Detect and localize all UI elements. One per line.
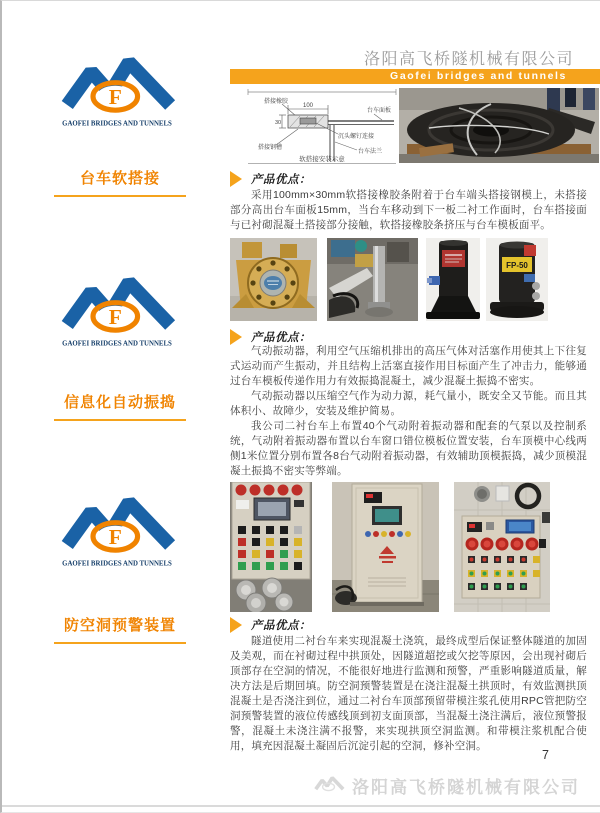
- sidebar-section-title-3: 防空洞预警装置: [54, 614, 186, 644]
- bottom-divider: [2, 805, 600, 807]
- footer-logo-icon: [313, 776, 345, 796]
- diagram-label-panel: 台车面板: [367, 108, 392, 114]
- diagram-caption: 软搭接安装示意: [299, 156, 345, 163]
- gaofei-logo: [57, 57, 177, 129]
- photo-black-vibrator-red-label: [426, 238, 480, 321]
- diagram-dim-30: 30: [274, 120, 282, 126]
- section-2-paragraphs: [230, 344, 587, 479]
- footer-company-name: 洛阳高飞桥隧机械有限公司: [352, 778, 580, 797]
- paragraph: 我公司二衬台车上布置40个气动附着振动器和配套的气泵以及控制系统，气动附着振动器布置以台车窗口错位模板位置安装，台车顶模中心线两侧1米位置分别布置各8台气动附着振动器，有效辅助顶模振捣，减少顶模混凝土振捣不密实等弊端。: [230, 420, 587, 477]
- logo-caption: GAOFEI BRIDGES AND TUNNELS: [62, 560, 173, 568]
- advantage-label: 产品优点：: [251, 620, 311, 632]
- sidebar-section-title-2: 信息化自动振捣: [54, 391, 186, 421]
- advantage-arrow-icon: [230, 617, 242, 633]
- advantage-label: 产品优点：: [251, 174, 311, 186]
- diagram-dim-100: 100: [302, 103, 314, 109]
- photo-workshop-cylinder: [327, 238, 418, 321]
- diagram-label-screw: 沉头螺钉连接: [338, 134, 375, 140]
- photo-black-vibrator-fp50: [486, 238, 548, 321]
- header-company-name: 洛阳高飞桥隧机械有限公司: [363, 51, 574, 68]
- advantage-header-3: [230, 617, 311, 633]
- logo-letter: F: [108, 525, 122, 550]
- gaofei-logo: [57, 497, 177, 569]
- advantage-arrow-icon: [230, 171, 242, 187]
- soft-lap-joint-diagram: [242, 87, 402, 165]
- advantage-header-2: [230, 329, 311, 345]
- banner-text: Gaofei bridges and tunnels: [390, 70, 567, 82]
- logo-caption: GAOFEI BRIDGES AND TUNNELS: [62, 340, 173, 348]
- page-number: 7: [542, 748, 549, 762]
- logo-caption: GAOFEI BRIDGES AND TUNNELS: [62, 120, 173, 128]
- photo-rubber-strip-coil: [399, 88, 599, 163]
- diagram-label-flange: 台车法兰: [358, 149, 383, 155]
- logo-letter: F: [108, 305, 122, 330]
- logo-letter: F: [108, 85, 122, 110]
- paragraph: 采用100mm×30mm软搭接橡胶条附着于台车端头搭接钢模上，未搭接部分高出台车面板15mm，当台车移动到下一板二衬工作面时，台车搭接面与已衬砌混凝土搭接部分接触，软搭接橡胶条挤压与台车模板面平。: [230, 189, 587, 231]
- footer-watermark: [2, 773, 580, 798]
- photo-control-panel-floor: [454, 482, 550, 612]
- fp50-label: FP-50: [506, 261, 528, 270]
- paragraph: 隧道使用二衬台车来实现混凝土浇筑，最终成型后保证整体隧道的加固及美观，而在衬砌过程中拱顶处，因隧道超挖或欠挖等原因，会出现衬砌后顶部存在空洞的情况，不能很好地进行监测和预警，严重影响隧道质量，解决方法是后期回填。防空洞预警装置是在浇注混凝土拱顶时，有效监测拱顶混凝土是否浇注到位，通过二衬台车顶部预留带模注浆孔使用RPC管把防空洞预警装置的液位传感线顶到初支面顶部，当混凝土浇注满后，液位预警报警，混凝土未浇注满不报警，来实现拱顶空洞监测。和带模注浆机配合使用，填充因混凝土凝固后沉淀引起的空洞，修补空洞。: [230, 635, 587, 752]
- section-1-paragraphs: [230, 188, 587, 233]
- paragraph: 气动振动器以压缩空气作为动力源，耗气量小，既安全又节能。而且其体积小、故障少，安装及维护简易。: [230, 390, 587, 417]
- advantage-arrow-icon: [230, 329, 242, 345]
- diagram-label-channel: 搭接钢槽: [258, 145, 283, 151]
- advantage-label: 产品优点：: [251, 332, 311, 344]
- photo-control-panel-buttons: [230, 482, 312, 612]
- sidebar-section-title-1: 台车软搭接: [54, 167, 186, 197]
- advantage-header-1: [230, 171, 311, 187]
- photo-control-cabinet: [332, 482, 439, 612]
- photo-pneumatic-vibrator-yellow: [230, 238, 317, 321]
- diagram-label-rubber: 搭接橡胶: [264, 99, 289, 105]
- gaofei-logo: [57, 277, 177, 349]
- header-banner: [230, 69, 600, 84]
- section-3-paragraphs: [230, 634, 587, 754]
- paragraph: 气动振动器，利用空气压缩机排出的高压气体对活塞作用使其上下往复式运动而产生振动，并且结构上活塞直接作用目标面产生了冲击力，能够通过台车模板传递作用力有效振捣混凝土，减少混凝土振捣不密实。: [230, 345, 587, 387]
